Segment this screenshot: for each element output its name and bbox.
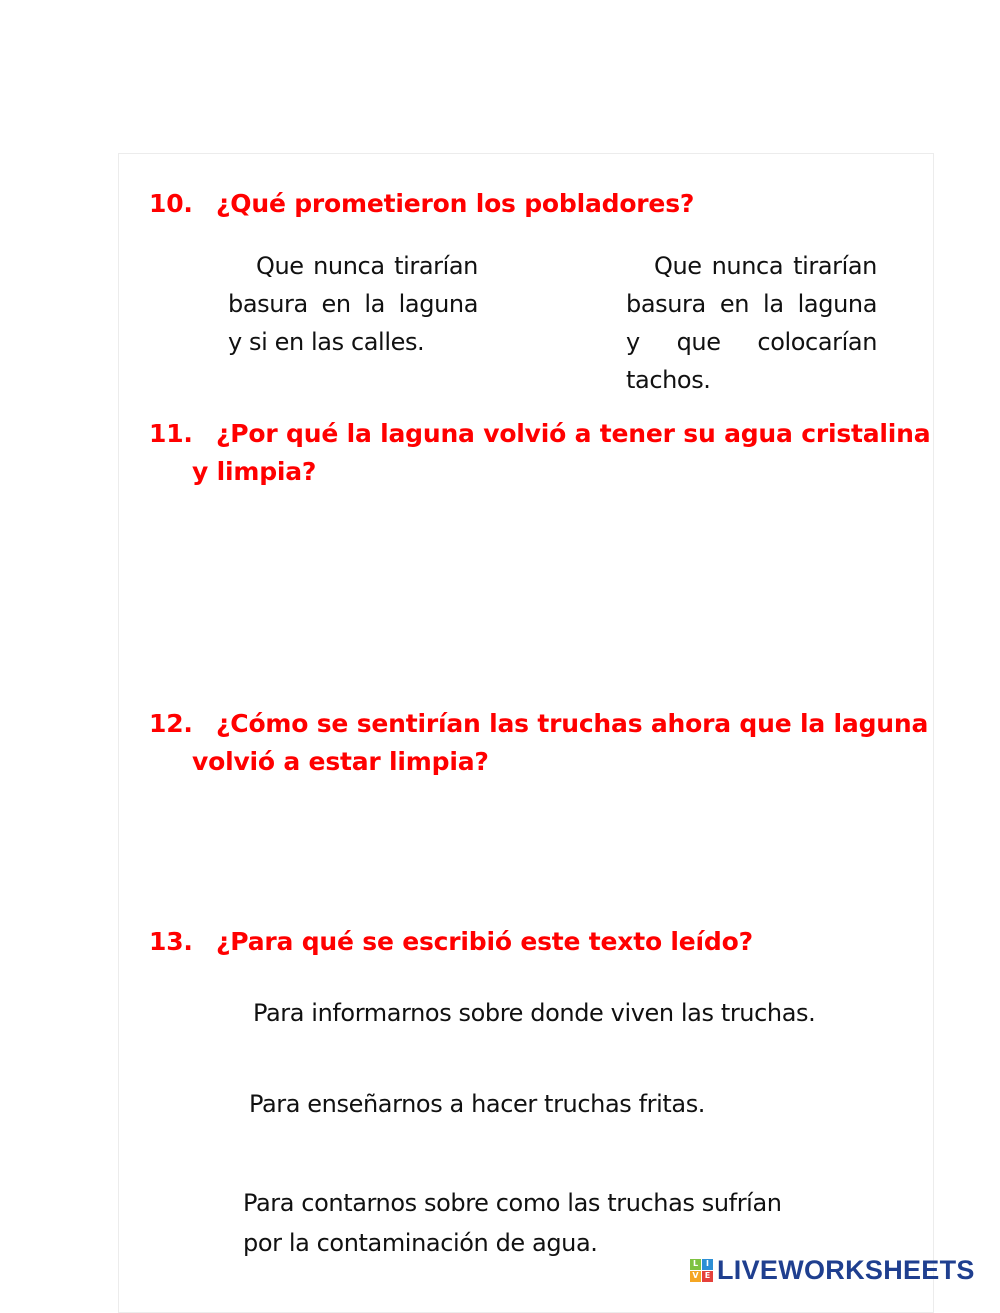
question-10 xyxy=(149,185,694,223)
question-text: ¿Por qué la laguna volvió a tener su agua cristalina xyxy=(216,419,931,448)
option-text-line1: Para contarnos sobre como las truchas sufrían xyxy=(243,1189,782,1217)
logo-mark-letter: L xyxy=(690,1259,701,1270)
question-number: 12. xyxy=(149,709,193,738)
logo-text: LIVEWORKSHEETS xyxy=(717,1254,975,1285)
q13-option-b[interactable] xyxy=(249,1084,705,1124)
option-text: Que nunca tirarían basura en la laguna y si en las calles. xyxy=(228,252,478,356)
option-text: Para enseñarnos a hacer truchas fritas. xyxy=(249,1090,706,1118)
q10-option-a[interactable] xyxy=(228,247,478,361)
question-text: ¿Para qué se escribió este texto leído? xyxy=(216,927,753,956)
question-text: ¿Cómo se sentirían las truchas ahora que la laguna xyxy=(216,709,929,738)
liveworksheets-logo xyxy=(690,1255,975,1285)
question-text-continued: y limpia? xyxy=(192,457,317,486)
option-text: Para informarnos sobre donde viven las truchas. xyxy=(253,999,816,1027)
question-12 xyxy=(149,705,928,781)
question-number: 13. xyxy=(149,927,193,956)
q10-option-b[interactable] xyxy=(626,247,877,399)
question-13 xyxy=(149,923,753,961)
question-11 xyxy=(149,415,930,491)
q13-option-c[interactable] xyxy=(243,1183,782,1263)
logo-mark-letter: V xyxy=(690,1271,701,1282)
option-text: Que nunca tirarían basura en la laguna y que colocarían tachos. xyxy=(626,252,877,394)
q13-option-a[interactable] xyxy=(253,993,815,1033)
question-text-continued: volvió a estar limpia? xyxy=(192,747,489,776)
question-number: 11. xyxy=(149,419,193,448)
question-text: ¿Qué prometieron los pobladores? xyxy=(216,189,695,218)
logo-mark-letter: I xyxy=(702,1259,713,1270)
logo-mark-icon xyxy=(690,1259,713,1282)
option-text-line2: por la contaminación de agua. xyxy=(243,1229,598,1257)
logo-mark-letter: E xyxy=(702,1271,713,1282)
question-number: 10. xyxy=(149,189,193,218)
